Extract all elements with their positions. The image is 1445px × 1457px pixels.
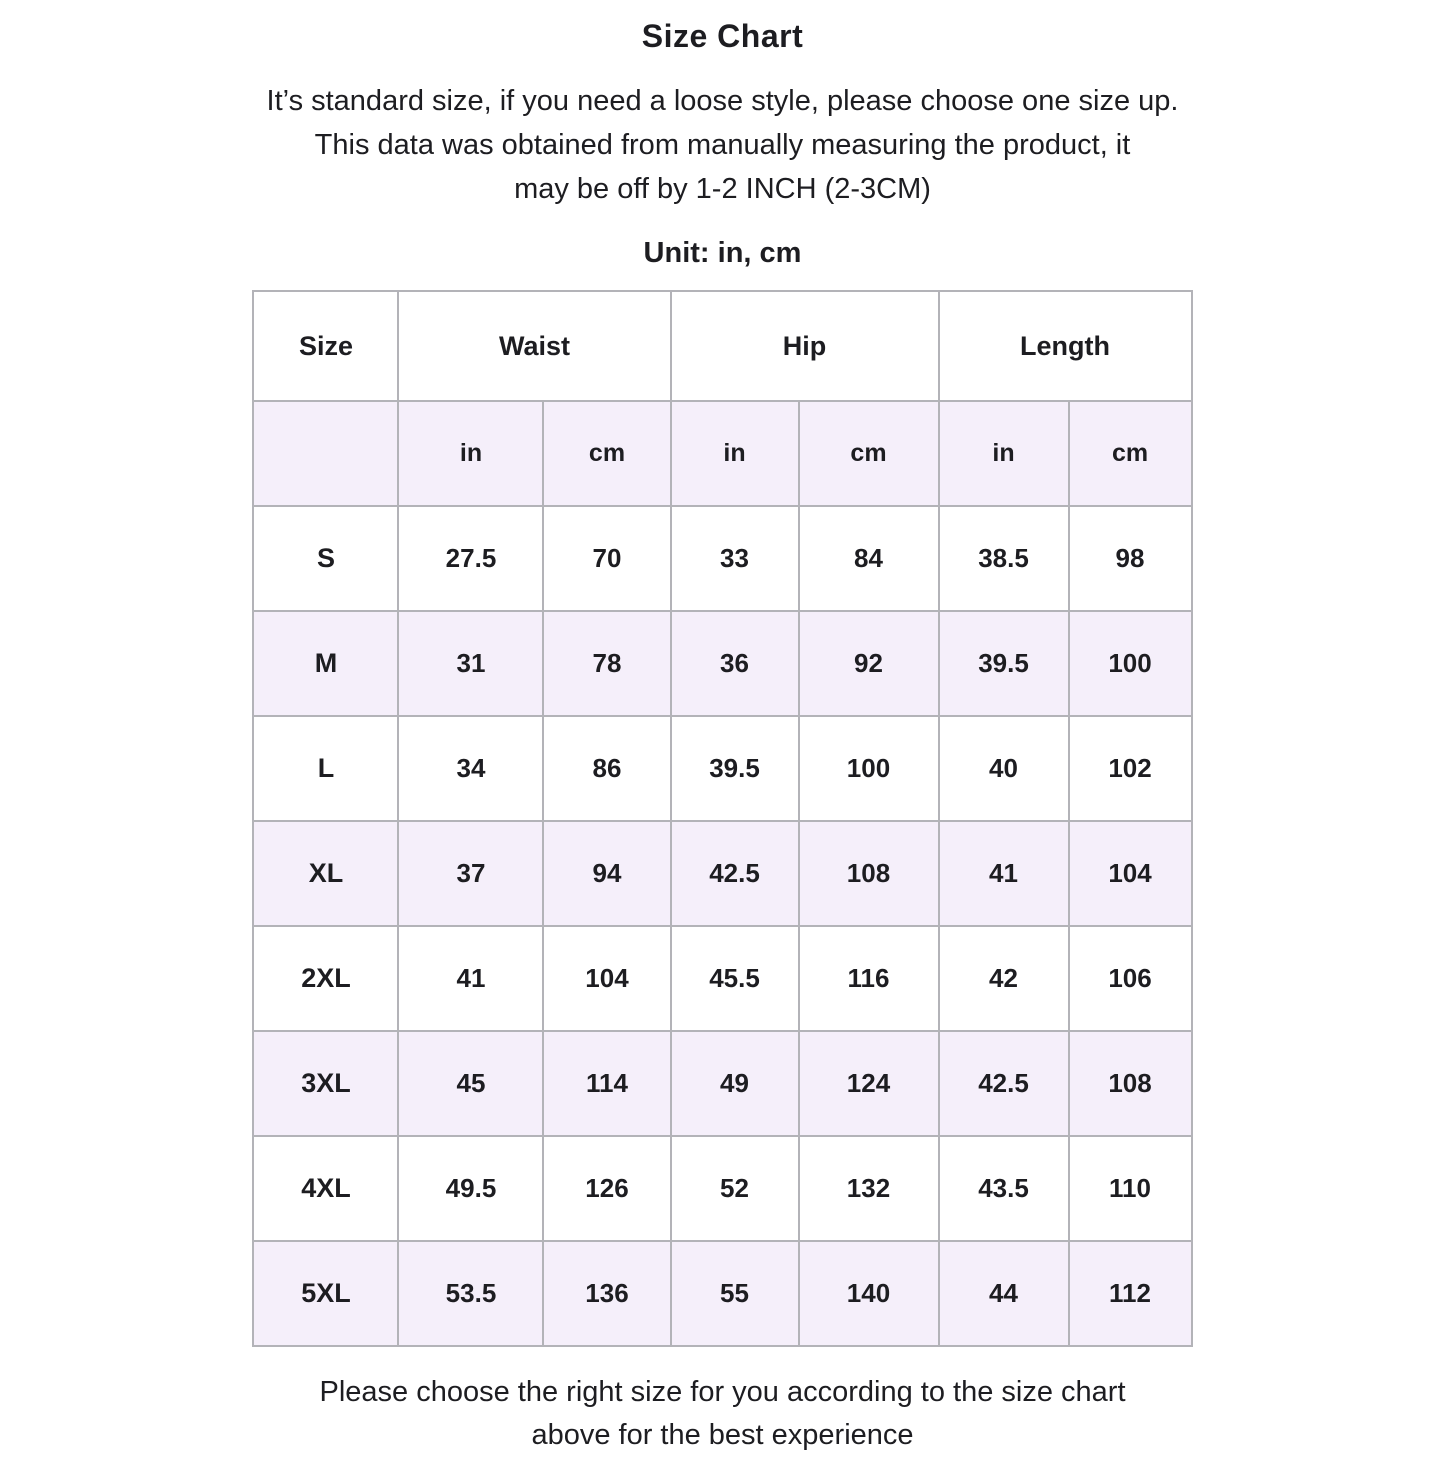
description-line: may be off by 1-2 INCH (2-3CM): [514, 173, 931, 205]
measurement-cell: 136: [543, 1241, 670, 1346]
size-label: L: [253, 716, 398, 821]
measurement-cell: 38.5: [939, 506, 1069, 611]
measurement-cell: 124: [799, 1031, 939, 1136]
unit-header-waist-cm: cm: [543, 401, 670, 506]
measurement-cell: 31: [398, 611, 543, 716]
measurement-cell: 98: [1069, 506, 1192, 611]
measurement-cell: 104: [543, 926, 670, 1031]
measurement-cell: 126: [543, 1136, 670, 1241]
size-row-l: [253, 716, 1191, 821]
column-header-waist: Waist: [398, 291, 670, 401]
column-header-size: Size: [253, 291, 398, 401]
column-header-length: Length: [939, 291, 1192, 401]
measurement-cell: 78: [543, 611, 670, 716]
measurement-cell: 39.5: [671, 716, 799, 821]
measurement-cell: 100: [1069, 611, 1192, 716]
measurement-cell: 42: [939, 926, 1069, 1031]
description-line: This data was obtained from manually measuring the product, it: [314, 129, 1131, 161]
measurement-cell: 102: [1069, 716, 1192, 821]
measurement-cell: 49.5: [398, 1136, 543, 1241]
unit-header-length-in: in: [939, 401, 1069, 506]
unit-header-blank: [253, 401, 398, 506]
description: [0, 79, 1445, 211]
unit-label: Unit: in, cm: [643, 237, 802, 269]
unit-header-waist-in: in: [398, 401, 543, 506]
size-row-xl: [253, 821, 1191, 926]
measurement-cell: 34: [398, 716, 543, 821]
description-line: It’s standard size, if you need a loose style, please choose one size up.: [266, 85, 1179, 117]
footer-note: [0, 1371, 1445, 1457]
measurement-cell: 33: [671, 506, 799, 611]
size-row-4xl: [253, 1136, 1191, 1241]
size-table: [252, 290, 1192, 1347]
measurement-cell: 140: [799, 1241, 939, 1346]
size-label: M: [253, 611, 398, 716]
measurement-cell: 108: [799, 821, 939, 926]
footer-line: above for the best experience: [531, 1419, 914, 1451]
size-row-5xl: [253, 1241, 1191, 1346]
footer-line: Please choose the right size for you according to the size chart: [319, 1376, 1126, 1408]
page-title: Size Chart: [641, 18, 804, 54]
measurement-cell: 106: [1069, 926, 1192, 1031]
size-label: 2XL: [253, 926, 398, 1031]
column-header-hip: Hip: [671, 291, 939, 401]
measurement-cell: 84: [799, 506, 939, 611]
size-row-m: [253, 611, 1191, 716]
size-row-s: [253, 506, 1191, 611]
measurement-cell: 43.5: [939, 1136, 1069, 1241]
column-group-row: [253, 291, 1191, 401]
measurement-cell: 70: [543, 506, 670, 611]
size-label: XL: [253, 821, 398, 926]
unit-header-hip-cm: cm: [799, 401, 939, 506]
size-label: 5XL: [253, 1241, 398, 1346]
measurement-cell: 94: [543, 821, 670, 926]
measurement-cell: 44: [939, 1241, 1069, 1346]
measurement-cell: 49: [671, 1031, 799, 1136]
measurement-cell: 45: [398, 1031, 543, 1136]
size-label: S: [253, 506, 398, 611]
measurement-cell: 86: [543, 716, 670, 821]
measurement-cell: 55: [671, 1241, 799, 1346]
measurement-cell: 41: [939, 821, 1069, 926]
measurement-cell: 41: [398, 926, 543, 1031]
measurement-cell: 53.5: [398, 1241, 543, 1346]
measurement-cell: 132: [799, 1136, 939, 1241]
size-row-2xl: [253, 926, 1191, 1031]
measurement-cell: 100: [799, 716, 939, 821]
measurement-cell: 42.5: [939, 1031, 1069, 1136]
measurement-cell: 40: [939, 716, 1069, 821]
measurement-cell: 114: [543, 1031, 670, 1136]
measurement-cell: 36: [671, 611, 799, 716]
measurement-cell: 116: [799, 926, 939, 1031]
measurement-cell: 112: [1069, 1241, 1192, 1346]
unit-header-length-cm: cm: [1069, 401, 1192, 506]
measurement-cell: 39.5: [939, 611, 1069, 716]
size-label: 4XL: [253, 1136, 398, 1241]
measurement-cell: 52: [671, 1136, 799, 1241]
measurement-cell: 108: [1069, 1031, 1192, 1136]
measurement-cell: 42.5: [671, 821, 799, 926]
unit-header-row: [253, 401, 1191, 506]
measurement-cell: 37: [398, 821, 543, 926]
measurement-cell: 27.5: [398, 506, 543, 611]
measurement-cell: 104: [1069, 821, 1192, 926]
measurement-cell: 45.5: [671, 926, 799, 1031]
size-row-3xl: [253, 1031, 1191, 1136]
measurement-cell: 92: [799, 611, 939, 716]
unit-header-hip-in: in: [671, 401, 799, 506]
size-label: 3XL: [253, 1031, 398, 1136]
measurement-cell: 110: [1069, 1136, 1192, 1241]
